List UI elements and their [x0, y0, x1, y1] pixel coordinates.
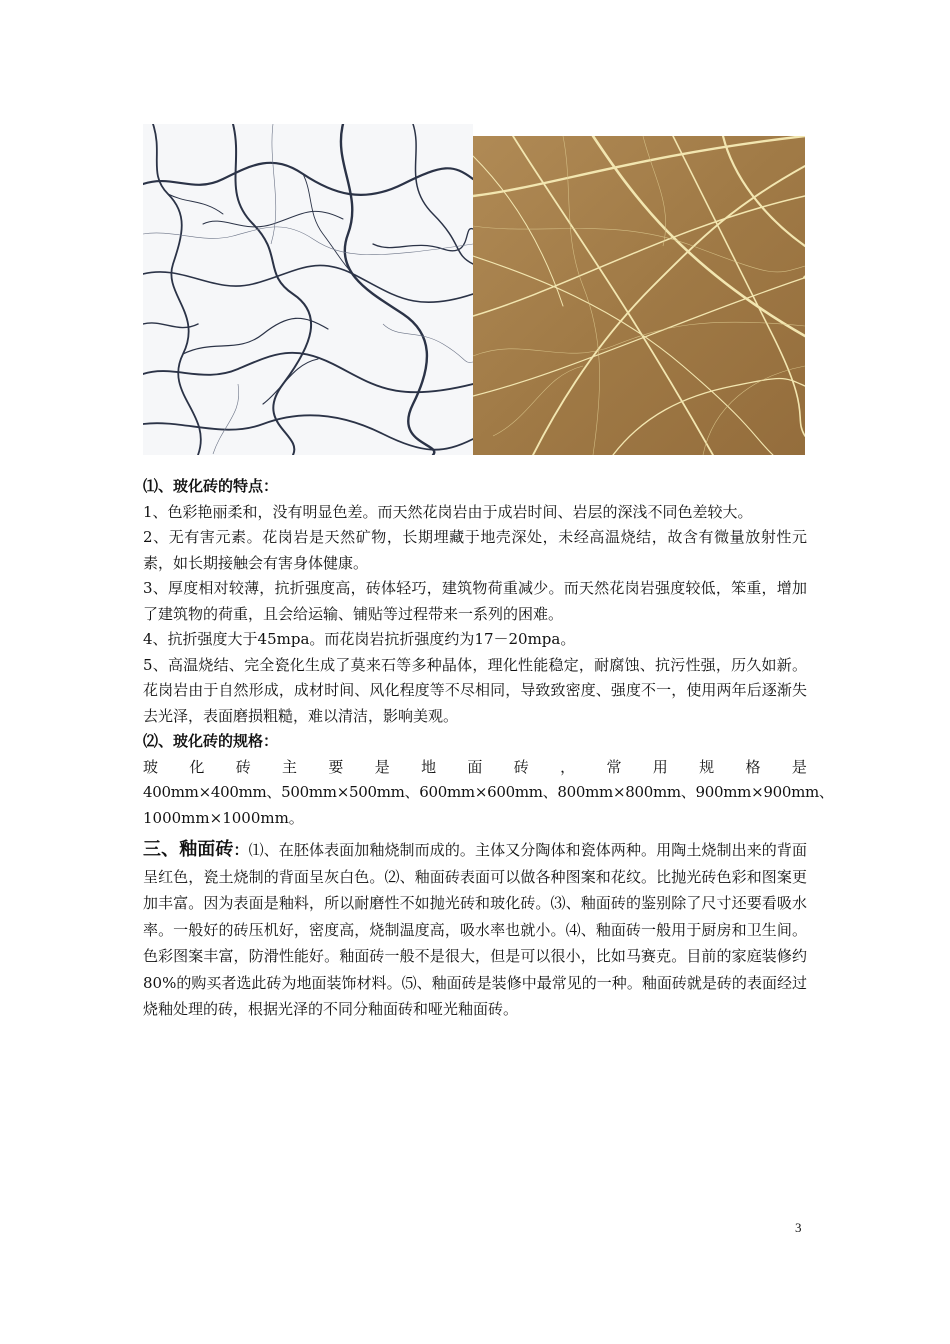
- marble-images: [143, 124, 805, 456]
- word: 面: [467, 757, 483, 776]
- word: 是: [374, 757, 390, 776]
- section3-body: ⑴、在胚体表面加釉烧制而成的。主体又分陶体和瓷体两种。用陶土烧制出来的背面呈红色，瓷土烧制的背面呈灰白色。⑵、釉面砖表面可以做各种图案和花纹。比抛光砖色彩和图案更加丰富。因为表面是釉料，所以耐磨性不如抛光砖和玻化砖。⑶、釉面砖的鉴别除了尺寸还要看吸水率。一般好的砖压机好，密度高，烧制温度高，吸水率也就小。⑷、釉面砖一般用于厨房和卫生间。色彩图案丰富，防滑性能好。釉面砖一般不是很大，但是可以很小，比如马赛克。目前的家庭装修约80%的购买者选此砖为地面装饰材料。⑸、釉面砖是装修中最常见的一种。釉面砖就是砖的表面经过烧釉处理的砖，根据光泽的不同分釉面砖和哑光釉面砖。: [143, 841, 807, 1018]
- word: 是: [791, 757, 807, 776]
- word: 玻: [143, 757, 159, 776]
- word: 用: [652, 757, 668, 776]
- document-body: [143, 474, 834, 1038]
- page-number: 3: [795, 1220, 802, 1235]
- word: 砖: [513, 757, 529, 776]
- word: 要: [328, 757, 344, 776]
- word: 化: [189, 757, 205, 776]
- section3-colon: ：: [233, 841, 249, 859]
- section1-heading: ⑴、玻化砖的特点：: [143, 477, 279, 495]
- brown-marble-image: [473, 136, 805, 455]
- section2-specs-line-1: 400mm×400mm、500mm×500mm、600mm×600mm、800mm×800mm、900mm×900mm、: [143, 783, 834, 801]
- section2-intro-line: [143, 755, 807, 781]
- word: 常: [606, 757, 622, 776]
- section1-item-4: 4、抗折强度大于45mpa。而花岗岩抗折强度约为17－20mpa。: [143, 630, 576, 648]
- word: ，: [560, 757, 576, 776]
- section2-specs-line-2: 1000mm×1000mm。: [143, 808, 304, 827]
- word: 格: [745, 757, 761, 776]
- section3-heading: 三、釉面砖: [143, 839, 234, 860]
- word: 规: [699, 757, 715, 776]
- section3-paragraph: [143, 837, 807, 1023]
- section1-item-1: 1、色彩艳丽柔和，没有明显色差。而天然花岗岩由于成岩时间、岩层的深浅不同色差较大。: [143, 502, 753, 521]
- section1-item-3: 3、厚度相对较薄，抗折强度高，砖体轻巧，建筑物荷重减少。而天然花岗岩强度较低，笨重，增加了建筑物的荷重，且会给运输、铺贴等过程带来一系列的困难。: [143, 579, 807, 623]
- word: 砖: [235, 757, 251, 776]
- word: 主: [282, 757, 298, 776]
- section2-heading: ⑵、玻化砖的规格：: [143, 732, 279, 750]
- word: 地: [421, 757, 437, 776]
- section1-item-5: 5、高温烧结、完全瓷化生成了莫来石等多种晶体，理化性能稳定，耐腐蚀、抗污性强，历久如新。花岗岩由于自然形成，成材时间、风化程度等不尽相同，导致致密度、强度不一，使用两年后逐渐失去光泽，表面磨损粗糙，难以清洁，影响美观。: [143, 655, 807, 725]
- white-marble-image: [143, 124, 473, 455]
- section1-item-2: 2、无有害元素。花岗岩是天然矿物，长期埋藏于地壳深处，未经高温烧结，故含有微量放射性元素，如长期接触会有害身体健康。: [143, 528, 807, 572]
